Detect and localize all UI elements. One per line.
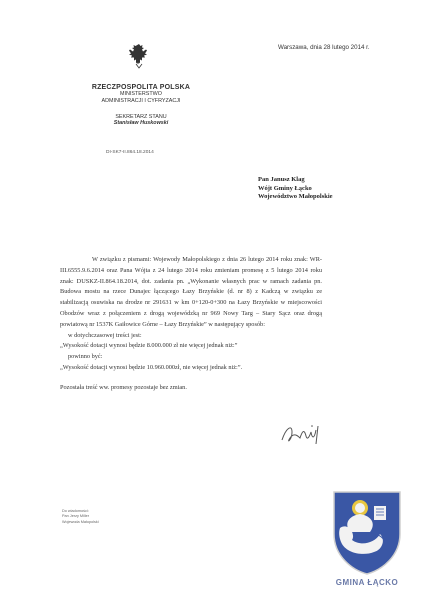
letter-header <box>86 84 196 126</box>
coat-of-arms-icon <box>330 488 404 576</box>
signatory-name: Stanisław Huskowski <box>113 120 169 126</box>
cc-title: Wojewoda Małopolski <box>62 519 99 524</box>
recipient-block <box>258 176 333 202</box>
recipient-region: Województwo Małopolskie <box>258 193 333 201</box>
eagle-emblem-icon <box>128 42 150 70</box>
signature-icon <box>278 418 328 452</box>
recipient-office: Wójt Gminy Łącko <box>258 184 312 192</box>
body-quote-new: „Wysokość dotacji wynosi będzie 10.960.000zł, nie więcej jednak niż:”. <box>60 363 243 371</box>
cc-footer <box>62 509 99 525</box>
ministry-line: MINISTERSTWO <box>120 91 162 97</box>
cc-label: Do wiadomości: <box>62 509 89 513</box>
body-paragraph: W związku z pismami: Wojewody Małopolskiego z dnia 26 lutego 2014 roku znak: WR-III.6555.9.6.2014 oraz Pana Wójta z 24 lutego 2014 roku zmieniam promesę z 5 lutego 2014 roku znak: DUSKZ-II.864.18.2014, dot. zadania pn. „Wykonanie własnych prac w ramach zadania pn. Budowa mostu na rzece Dunajec łączącego Łazy Brzyńskie (d. nr 8) z Kadczą w związku ze stabilizacją osuwiska na drodze nr 291631 w km 0+120-0+300 na Łazy Brzyńskie w miejscowości Obodzów wraz z połączeniem z drogą wojewódzką nr 969 Nowy Targ – Stary Sącz oraz drogą powiatową nr 1537K Gaiłowice Górne – Łazy Brzyńskie” w następujący sposób: <box>60 256 322 328</box>
date-line: Warszawa, dnia 28 lutego 2014 r. <box>278 44 370 51</box>
body-line-current: w dotychczasowej treści jest: <box>68 331 142 339</box>
country-title: RZECZPOSPOLITA POLSKA <box>91 84 191 91</box>
body-line-should: powinno być: <box>68 353 103 361</box>
recipient-name: Pan Janusz Klag <box>258 176 305 183</box>
position-title: SEKRETARZ STANU <box>115 114 167 120</box>
ministry-name: ADMINISTRACJI I CYFRYZACJI <box>101 98 181 104</box>
body-closing: Pozostała treść ww. promesy pozostaje bez zmian. <box>60 383 187 391</box>
reference-number: DI-SK7-II.864.18.2014 <box>106 150 154 155</box>
body-quote-old: „Wysokość dotacji wynosi będzie 8.000.000 zł nie więcej jednak niż:” <box>60 342 238 350</box>
letter-body <box>60 255 322 394</box>
cc-name: Pan Jerzy Miller <box>62 514 90 519</box>
municipality-caption: GMINA ŁĄCKO <box>335 578 399 587</box>
